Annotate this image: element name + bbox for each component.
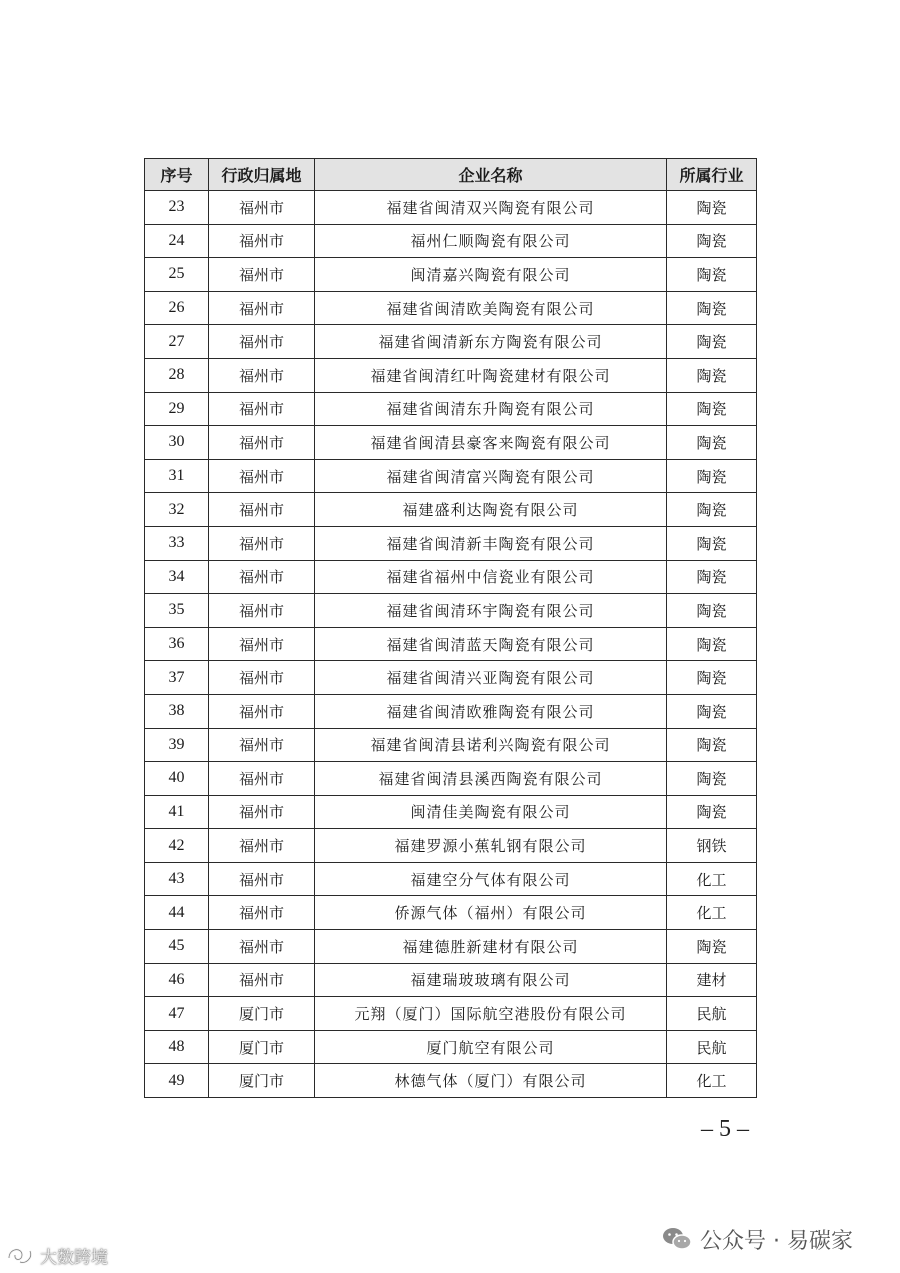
company-name-cell: 福建省福州中信瓷业有限公司 [315, 560, 667, 594]
admin-region-cell: 福州市 [209, 291, 315, 325]
header-industry: 所属行业 [667, 159, 757, 191]
admin-region-cell: 福州市 [209, 493, 315, 527]
company-name-cell: 福建盛利达陶瓷有限公司 [315, 493, 667, 527]
company-name-cell: 福建省闽清欧雅陶瓷有限公司 [315, 694, 667, 728]
admin-region-cell: 福州市 [209, 627, 315, 661]
serial-no-cell: 48 [145, 1030, 209, 1064]
industry-cell: 陶瓷 [667, 291, 757, 325]
serial-no-cell: 27 [145, 325, 209, 359]
serial-no-cell: 49 [145, 1064, 209, 1098]
serial-no-cell: 47 [145, 997, 209, 1031]
admin-region-cell: 厦门市 [209, 1064, 315, 1098]
serial-no-cell: 41 [145, 795, 209, 829]
serial-no-cell: 35 [145, 594, 209, 628]
serial-no-cell: 39 [145, 728, 209, 762]
header-row [145, 159, 757, 191]
admin-region-cell: 福州市 [209, 930, 315, 964]
table-row [145, 258, 757, 292]
admin-region-cell: 福州市 [209, 594, 315, 628]
admin-region-cell: 福州市 [209, 191, 315, 225]
admin-region-cell: 福州市 [209, 459, 315, 493]
table-row [145, 191, 757, 225]
table-row [145, 795, 757, 829]
serial-no-cell: 34 [145, 560, 209, 594]
company-name-cell: 福建省闽清红叶陶瓷建材有限公司 [315, 358, 667, 392]
industry-cell: 民航 [667, 1030, 757, 1064]
serial-no-cell: 33 [145, 526, 209, 560]
industry-cell: 陶瓷 [667, 426, 757, 460]
table-row [145, 426, 757, 460]
industry-cell: 民航 [667, 997, 757, 1031]
industry-cell: 陶瓷 [667, 493, 757, 527]
company-name-cell: 福建省闽清东升陶瓷有限公司 [315, 392, 667, 426]
table-row [145, 594, 757, 628]
serial-no-cell: 43 [145, 862, 209, 896]
admin-region-cell: 福州市 [209, 526, 315, 560]
table-row [145, 762, 757, 796]
table-row [145, 560, 757, 594]
page-number: – 5 – [701, 1116, 749, 1142]
industry-cell: 陶瓷 [667, 358, 757, 392]
company-name-cell: 福建省闽清新丰陶瓷有限公司 [315, 526, 667, 560]
wechat-watermark [662, 1219, 853, 1259]
table-body [145, 191, 757, 1098]
company-name-cell: 福建省闽清蓝天陶瓷有限公司 [315, 627, 667, 661]
company-name-cell: 元翔（厦门）国际航空港股份有限公司 [315, 997, 667, 1031]
serial-no-cell: 30 [145, 426, 209, 460]
company-name-cell: 福州仁顺陶瓷有限公司 [315, 224, 667, 258]
company-name-cell: 福建省闽清欧美陶瓷有限公司 [315, 291, 667, 325]
table-row [145, 493, 757, 527]
company-name-cell: 闽清嘉兴陶瓷有限公司 [315, 258, 667, 292]
admin-region-cell: 福州市 [209, 661, 315, 695]
table-header [145, 159, 757, 191]
swirl-logo-icon [6, 1244, 36, 1266]
serial-no-cell: 42 [145, 829, 209, 863]
admin-region-cell: 厦门市 [209, 1030, 315, 1064]
industry-cell: 陶瓷 [667, 627, 757, 661]
admin-region-cell: 福州市 [209, 694, 315, 728]
serial-no-cell: 23 [145, 191, 209, 225]
table-row [145, 728, 757, 762]
table-row [145, 1064, 757, 1098]
industry-cell: 陶瓷 [667, 728, 757, 762]
admin-region-cell: 福州市 [209, 829, 315, 863]
industry-cell: 建材 [667, 963, 757, 997]
company-name-cell: 林德气体（厦门）有限公司 [315, 1064, 667, 1098]
admin-region-cell: 福州市 [209, 862, 315, 896]
serial-no-cell: 44 [145, 896, 209, 930]
table-row [145, 694, 757, 728]
industry-cell: 陶瓷 [667, 930, 757, 964]
table-row [145, 829, 757, 863]
serial-no-cell: 32 [145, 493, 209, 527]
company-name-cell: 福建省闽清县诺利兴陶瓷有限公司 [315, 728, 667, 762]
industry-cell: 陶瓷 [667, 325, 757, 359]
serial-no-cell: 25 [145, 258, 209, 292]
company-name-cell: 福建瑞玻玻璃有限公司 [315, 963, 667, 997]
admin-region-cell: 福州市 [209, 426, 315, 460]
industry-cell: 陶瓷 [667, 258, 757, 292]
serial-no-cell: 28 [145, 358, 209, 392]
table-row [145, 896, 757, 930]
company-name-cell: 福建德胜新建材有限公司 [315, 930, 667, 964]
admin-region-cell: 福州市 [209, 728, 315, 762]
industry-cell: 陶瓷 [667, 762, 757, 796]
serial-no-cell: 40 [145, 762, 209, 796]
admin-region-cell: 福州市 [209, 762, 315, 796]
admin-region-cell: 福州市 [209, 258, 315, 292]
company-name-cell: 福建省闽清富兴陶瓷有限公司 [315, 459, 667, 493]
admin-region-cell: 福州市 [209, 224, 315, 258]
company-name-cell: 福建省闽清环宇陶瓷有限公司 [315, 594, 667, 628]
company-name-cell: 福建空分气体有限公司 [315, 862, 667, 896]
serial-no-cell: 31 [145, 459, 209, 493]
header-admin-region: 行政归属地 [209, 159, 315, 191]
serial-no-cell: 37 [145, 661, 209, 695]
admin-region-cell: 福州市 [209, 392, 315, 426]
header-serial-no: 序号 [145, 159, 209, 191]
table-row [145, 358, 757, 392]
serial-no-cell: 29 [145, 392, 209, 426]
serial-no-cell: 46 [145, 963, 209, 997]
industry-cell: 陶瓷 [667, 661, 757, 695]
company-name-cell: 福建罗源小蕉轧钢有限公司 [315, 829, 667, 863]
company-name-cell: 福建省闽清县豪客来陶瓷有限公司 [315, 426, 667, 460]
industry-cell: 陶瓷 [667, 694, 757, 728]
industry-cell: 陶瓷 [667, 526, 757, 560]
table-row [145, 661, 757, 695]
table-row [145, 526, 757, 560]
enterprise-table [144, 158, 757, 1098]
table-row [145, 325, 757, 359]
industry-cell: 陶瓷 [667, 224, 757, 258]
company-name-cell: 闽清佳美陶瓷有限公司 [315, 795, 667, 829]
table-row [145, 392, 757, 426]
industry-cell: 陶瓷 [667, 191, 757, 225]
industry-cell: 陶瓷 [667, 795, 757, 829]
table-row [145, 459, 757, 493]
table-row [145, 963, 757, 997]
serial-no-cell: 26 [145, 291, 209, 325]
table-row [145, 291, 757, 325]
company-name-cell: 福建省闽清双兴陶瓷有限公司 [315, 191, 667, 225]
admin-region-cell: 福州市 [209, 325, 315, 359]
industry-cell: 化工 [667, 1064, 757, 1098]
company-name-cell: 厦门航空有限公司 [315, 1030, 667, 1064]
serial-no-cell: 45 [145, 930, 209, 964]
industry-cell: 陶瓷 [667, 459, 757, 493]
brand-watermark [6, 1240, 108, 1270]
wechat-watermark-text: 公众号 · 易碳家 [700, 1228, 853, 1254]
wechat-icon [662, 1226, 692, 1252]
table-row [145, 224, 757, 258]
table-row [145, 1030, 757, 1064]
serial-no-cell: 38 [145, 694, 209, 728]
industry-cell: 钢铁 [667, 829, 757, 863]
admin-region-cell: 福州市 [209, 795, 315, 829]
table-row [145, 997, 757, 1031]
header-company-name: 企业名称 [315, 159, 667, 191]
table-row [145, 627, 757, 661]
industry-cell: 化工 [667, 862, 757, 896]
admin-region-cell: 厦门市 [209, 997, 315, 1031]
admin-region-cell: 福州市 [209, 963, 315, 997]
company-name-cell: 侨源气体（福州）有限公司 [315, 896, 667, 930]
industry-cell: 陶瓷 [667, 392, 757, 426]
table-row [145, 930, 757, 964]
admin-region-cell: 福州市 [209, 358, 315, 392]
brand-watermark-text: 大数跨境 [40, 1247, 108, 1268]
company-name-cell: 福建省闽清兴亚陶瓷有限公司 [315, 661, 667, 695]
company-name-cell: 福建省闽清县溪西陶瓷有限公司 [315, 762, 667, 796]
industry-cell: 陶瓷 [667, 560, 757, 594]
serial-no-cell: 36 [145, 627, 209, 661]
industry-cell: 陶瓷 [667, 594, 757, 628]
admin-region-cell: 福州市 [209, 560, 315, 594]
serial-no-cell: 24 [145, 224, 209, 258]
table-row [145, 862, 757, 896]
admin-region-cell: 福州市 [209, 896, 315, 930]
industry-cell: 化工 [667, 896, 757, 930]
company-name-cell: 福建省闽清新东方陶瓷有限公司 [315, 325, 667, 359]
